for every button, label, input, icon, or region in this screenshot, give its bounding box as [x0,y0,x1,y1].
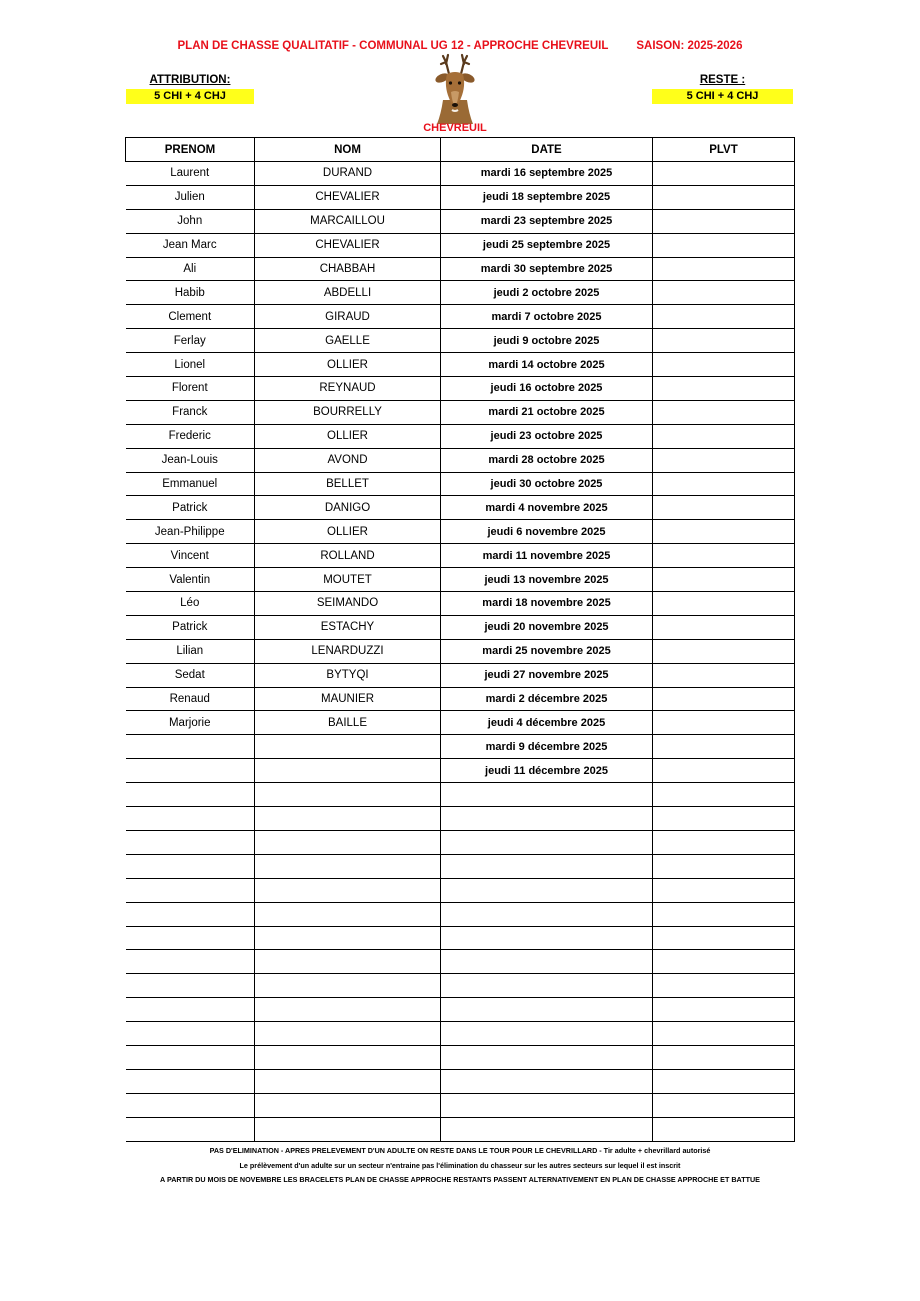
cell-prenom: Jean Marc [126,233,255,257]
cell-nom: OLLIER [255,424,441,448]
cell-nom: DANIGO [255,496,441,520]
cell-prenom: Emmanuel [126,472,255,496]
cell-date [441,1117,653,1141]
cell-date: mardi 11 novembre 2025 [441,544,653,568]
cell-nom [255,878,441,902]
table-row [126,448,795,472]
table-row [126,1117,795,1141]
cell-nom: CHEVALIER [255,185,441,209]
table-row [126,926,795,950]
cell-prenom [126,998,255,1022]
cell-date: jeudi 23 octobre 2025 [441,424,653,448]
cell-nom: CHEVALIER [255,233,441,257]
cell-plvt [653,592,795,616]
cell-prenom [126,1045,255,1069]
cell-prenom: Franck [126,400,255,424]
cell-plvt [653,496,795,520]
table-row [126,257,795,281]
cell-date [441,998,653,1022]
cell-date: mardi 14 octobre 2025 [441,353,653,377]
cell-prenom: Florent [126,377,255,401]
table-row [126,377,795,401]
table-row [126,830,795,854]
cell-plvt [653,711,795,735]
cell-plvt [653,353,795,377]
cell-prenom: Ali [126,257,255,281]
table-header-row [126,138,795,162]
cell-date: mardi 30 septembre 2025 [441,257,653,281]
column-header-plvt: PLVT [653,138,795,162]
cell-nom [255,830,441,854]
table-row [126,233,795,257]
table-row [126,472,795,496]
cell-date: jeudi 13 novembre 2025 [441,568,653,592]
table-row [126,544,795,568]
cell-plvt [653,998,795,1022]
cell-plvt [653,472,795,496]
reste-value: 5 CHI + 4 CHJ [652,89,793,104]
cell-plvt [653,854,795,878]
cell-date [441,878,653,902]
table-row [126,424,795,448]
cell-prenom: Jean-Philippe [126,520,255,544]
cell-prenom [126,974,255,998]
cell-prenom [126,830,255,854]
cell-nom: ABDELLI [255,281,441,305]
cell-prenom [126,1117,255,1141]
attribution-label: ATTRIBUTION: [149,74,231,86]
cell-plvt [653,902,795,926]
cell-date: jeudi 4 décembre 2025 [441,711,653,735]
cell-plvt [653,615,795,639]
cell-date: mardi 2 décembre 2025 [441,687,653,711]
cell-plvt [653,759,795,783]
cell-prenom [126,759,255,783]
cell-prenom: Vincent [126,544,255,568]
table-row [126,568,795,592]
table-row [126,329,795,353]
cell-nom: BOURRELLY [255,400,441,424]
cell-date [441,783,653,807]
table-row [126,162,795,186]
cell-nom: GAELLE [255,329,441,353]
cell-nom [255,854,441,878]
attribution-value: 5 CHI + 4 CHJ [126,89,254,104]
table-row [126,1093,795,1117]
table-row [126,639,795,663]
cell-date [441,1022,653,1046]
column-header-prenom: PRENOM [126,138,255,162]
cell-plvt [653,950,795,974]
table-row [126,783,795,807]
cell-prenom [126,735,255,759]
cell-nom: BYTYQI [255,663,441,687]
cell-plvt [653,185,795,209]
table-row [126,950,795,974]
cell-date [441,950,653,974]
cell-nom: BELLET [255,472,441,496]
cell-date [441,902,653,926]
cell-plvt [653,1045,795,1069]
cell-plvt [653,329,795,353]
table-row [126,998,795,1022]
cell-plvt [653,926,795,950]
reste-label: RESTE : [699,74,746,86]
table-row [126,353,795,377]
cell-plvt [653,639,795,663]
table-row [126,305,795,329]
cell-plvt [653,209,795,233]
cell-prenom [126,926,255,950]
cell-prenom: John [126,209,255,233]
cell-plvt [653,400,795,424]
animal-caption: CHEVREUIL [423,122,487,134]
table-row [126,878,795,902]
cell-prenom: Valentin [126,568,255,592]
cell-nom: LENARDUZZI [255,639,441,663]
cell-nom [255,926,441,950]
cell-date: jeudi 30 octobre 2025 [441,472,653,496]
cell-prenom [126,1069,255,1093]
cell-nom: MARCAILLOU [255,209,441,233]
cell-nom: MAUNIER [255,687,441,711]
cell-date: mardi 28 octobre 2025 [441,448,653,472]
cell-nom: ESTACHY [255,615,441,639]
cell-plvt [653,233,795,257]
cell-prenom [126,854,255,878]
cell-prenom: Lilian [126,639,255,663]
cell-date: mardi 16 septembre 2025 [441,162,653,186]
cell-nom [255,998,441,1022]
cell-plvt [653,687,795,711]
cell-prenom [126,783,255,807]
cell-date: jeudi 25 septembre 2025 [441,233,653,257]
table-row [126,807,795,831]
season-label: SAISON: 2025-2026 [636,40,743,52]
table-row [126,1022,795,1046]
cell-date [441,926,653,950]
roe-deer-head-icon [425,52,485,124]
cell-nom [255,1117,441,1141]
table-row [126,711,795,735]
cell-nom [255,1045,441,1069]
cell-date: mardi 18 novembre 2025 [441,592,653,616]
cell-nom: MOUTET [255,568,441,592]
cell-date: mardi 9 décembre 2025 [441,735,653,759]
cell-date: mardi 21 octobre 2025 [441,400,653,424]
cell-date: jeudi 11 décembre 2025 [441,759,653,783]
cell-nom [255,1093,441,1117]
table-row [126,902,795,926]
plan-title: PLAN DE CHASSE QUALITATIF - COMMUNAL UG 12 - APPROCHE CHEVREUIL [177,40,609,52]
cell-prenom [126,902,255,926]
table-row [126,1069,795,1093]
cell-date: jeudi 16 octobre 2025 [441,377,653,401]
cell-prenom: Lionel [126,353,255,377]
column-header-nom: NOM [255,138,441,162]
cell-date: mardi 25 novembre 2025 [441,639,653,663]
cell-date: mardi 4 novembre 2025 [441,496,653,520]
cell-prenom [126,807,255,831]
cell-date: jeudi 18 septembre 2025 [441,185,653,209]
cell-date [441,854,653,878]
cell-nom: OLLIER [255,520,441,544]
cell-nom [255,974,441,998]
cell-date: mardi 7 octobre 2025 [441,305,653,329]
cell-nom [255,1069,441,1093]
cell-plvt [653,974,795,998]
cell-plvt [653,281,795,305]
cell-plvt [653,878,795,902]
footer-note-3: A PARTIR DU MOIS DE NOVEMBRE LES BRACELETS PLAN DE CHASSE APPROCHE RESTANTS PASSENT ALTERNATIVEMENT EN PLAN DE CHASSE APPROCHE ET BATTUE [160,1175,760,1184]
cell-plvt [653,305,795,329]
cell-date [441,974,653,998]
cell-plvt [653,1069,795,1093]
table-row [126,281,795,305]
cell-plvt [653,162,795,186]
cell-plvt [653,735,795,759]
cell-prenom: Léo [126,592,255,616]
cell-prenom [126,1022,255,1046]
cell-nom: OLLIER [255,353,441,377]
cell-plvt [653,568,795,592]
table-row [126,735,795,759]
footer-note-1: PAS D'ELIMINATION - APRES PRELEVEMENT D'UN ADULTE ON RESTE DANS LE TOUR POUR LE CHEVRILLARD - Tir adulte + chevrillard autorisé [209,1146,711,1155]
cell-prenom: Patrick [126,615,255,639]
cell-nom [255,950,441,974]
cell-plvt [653,807,795,831]
cell-nom [255,735,441,759]
cell-plvt [653,1117,795,1141]
cell-prenom [126,878,255,902]
cell-plvt [653,257,795,281]
table-row [126,185,795,209]
cell-date [441,807,653,831]
cell-prenom: Sedat [126,663,255,687]
cell-prenom: Patrick [126,496,255,520]
table-row [126,209,795,233]
cell-prenom: Frederic [126,424,255,448]
cell-prenom: Jean-Louis [126,448,255,472]
table-row [126,1045,795,1069]
table-row [126,592,795,616]
cell-prenom: Renaud [126,687,255,711]
cell-nom: GIRAUD [255,305,441,329]
cell-prenom [126,1093,255,1117]
table-row [126,854,795,878]
cell-prenom [126,950,255,974]
cell-date [441,1069,653,1093]
cell-plvt [653,1022,795,1046]
column-header-date: DATE [441,138,653,162]
cell-plvt [653,830,795,854]
cell-nom: SEIMANDO [255,592,441,616]
cell-nom: AVOND [255,448,441,472]
cell-nom: BAILLE [255,711,441,735]
cell-nom [255,1022,441,1046]
cell-date: jeudi 2 octobre 2025 [441,281,653,305]
cell-plvt [653,544,795,568]
cell-plvt [653,520,795,544]
cell-prenom: Marjorie [126,711,255,735]
hunting-schedule-table [125,137,795,1142]
cell-prenom: Habib [126,281,255,305]
cell-nom: ROLLAND [255,544,441,568]
cell-date [441,830,653,854]
cell-nom [255,902,441,926]
footer-note-2: Le prélèvement d'un adulte sur un secteur n'entraine pas l'élimination du chasseur sur les autres secteurs sur lequel il est inscrit [239,1161,681,1170]
cell-date [441,1093,653,1117]
cell-prenom: Clement [126,305,255,329]
cell-prenom: Julien [126,185,255,209]
table-body [126,162,795,1142]
cell-nom [255,783,441,807]
cell-plvt [653,1093,795,1117]
table-row [126,759,795,783]
cell-date [441,1045,653,1069]
cell-prenom: Ferlay [126,329,255,353]
table-row [126,615,795,639]
document-title [0,40,920,52]
table-row [126,400,795,424]
cell-date: jeudi 27 novembre 2025 [441,663,653,687]
cell-nom [255,807,441,831]
table-row [126,663,795,687]
cell-plvt [653,424,795,448]
cell-prenom: Laurent [126,162,255,186]
cell-plvt [653,448,795,472]
cell-date: jeudi 6 novembre 2025 [441,520,653,544]
cell-plvt [653,377,795,401]
table-row [126,520,795,544]
cell-date: mardi 23 septembre 2025 [441,209,653,233]
cell-plvt [653,783,795,807]
cell-nom [255,759,441,783]
cell-date: jeudi 20 novembre 2025 [441,615,653,639]
table-row [126,496,795,520]
cell-plvt [653,663,795,687]
table-row [126,687,795,711]
cell-nom: REYNAUD [255,377,441,401]
cell-date: jeudi 9 octobre 2025 [441,329,653,353]
table-row [126,974,795,998]
cell-nom: CHABBAH [255,257,441,281]
cell-nom: DURAND [255,162,441,186]
